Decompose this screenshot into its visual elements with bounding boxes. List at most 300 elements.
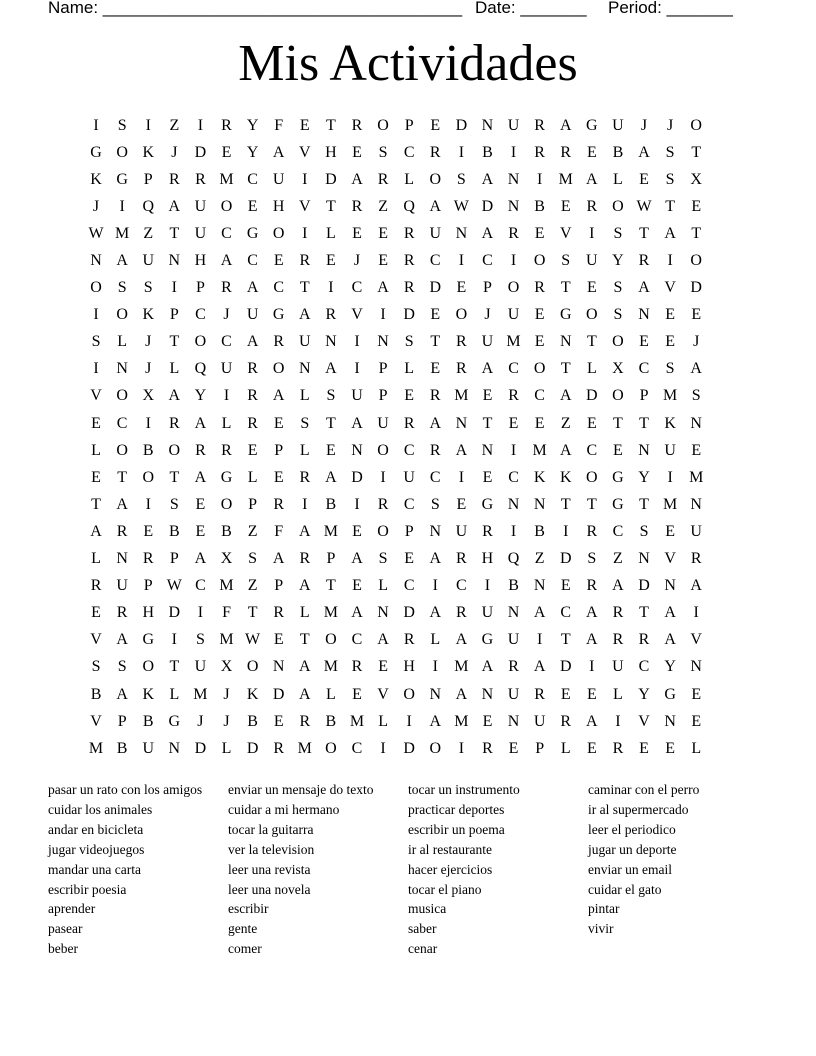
grid-letter: I: [458, 143, 465, 161]
grid-letter: U: [351, 387, 363, 405]
grid-letter: L: [404, 360, 415, 378]
grid-letter: J: [666, 116, 674, 134]
grid-letter: M: [297, 739, 312, 757]
grid-letter: B: [247, 712, 258, 730]
grid-letter: W: [88, 224, 104, 242]
grid-letter: S: [169, 495, 179, 513]
grid-letter: A: [481, 224, 494, 242]
grid-letter: V: [638, 712, 650, 730]
grid-letter: A: [455, 685, 468, 703]
grid-row: [83, 247, 709, 274]
grid-letter: T: [639, 224, 649, 242]
grid-letter: D: [481, 197, 494, 215]
grid-letter: T: [586, 333, 597, 351]
grid-letter: E: [691, 441, 702, 459]
grid-letter: E: [378, 252, 388, 270]
grid-letter: E: [586, 414, 597, 432]
grid-letter: J: [223, 712, 230, 730]
grid-row: [83, 681, 709, 708]
grid-letter: Z: [378, 197, 388, 215]
grid-letter: C: [403, 441, 415, 459]
grid-letter: E: [326, 252, 336, 270]
word-bank-item: pasar un rato con los amigos: [48, 782, 203, 797]
grid-letter: C: [403, 577, 415, 595]
grid-letter: T: [560, 631, 571, 649]
grid-letter: C: [508, 468, 519, 486]
grid-letter: N: [690, 658, 702, 676]
grid-letter: O: [116, 306, 128, 324]
grid-letter: T: [247, 604, 258, 622]
grid-letter: X: [220, 658, 233, 676]
grid-letter: G: [664, 685, 676, 703]
grid-letter: S: [117, 658, 127, 676]
grid-letter: T: [169, 224, 180, 242]
grid-letter: C: [195, 577, 206, 595]
grid-letter: O: [429, 739, 442, 757]
grid-letter: U: [220, 360, 233, 378]
grid-letter: L: [560, 739, 571, 757]
grid-letter: N: [325, 333, 337, 351]
grid-letter: R: [403, 224, 415, 242]
word-bank-item: escribir: [228, 901, 269, 917]
grid-letter: V: [664, 279, 676, 297]
grid-letter: R: [351, 197, 363, 215]
grid-letter: V: [377, 685, 389, 703]
grid-letter: P: [274, 577, 284, 595]
grid-letter: H: [272, 197, 285, 215]
grid-letter: B: [534, 522, 545, 540]
grid-letter: A: [194, 414, 207, 432]
grid-letter: C: [429, 468, 441, 486]
grid-row: [83, 356, 709, 383]
grid-letter: Z: [534, 550, 545, 568]
grid-letter: K: [533, 468, 546, 486]
grid-letter: A: [299, 306, 311, 324]
grid-letter: E: [143, 522, 154, 540]
grid-letter: O: [220, 197, 233, 215]
grid-letter: R: [142, 550, 154, 568]
grid-letter: U: [142, 252, 155, 270]
grid-letter: E: [299, 116, 310, 134]
grid-letter: M: [662, 495, 678, 513]
grid-letter: T: [299, 279, 310, 297]
grid-letter: I: [145, 414, 151, 432]
grid-letter: N: [690, 495, 702, 513]
grid-letter: S: [300, 414, 310, 432]
grid-letter: I: [223, 387, 230, 405]
grid-letter: U: [690, 522, 702, 540]
grid-letter: E: [639, 170, 649, 188]
grid-letter: R: [560, 712, 572, 730]
grid-letter: L: [169, 360, 180, 378]
grid-letter: N: [533, 577, 546, 595]
grid-letter: U: [507, 306, 520, 324]
grid-letter: R: [195, 441, 206, 459]
grid-letter: N: [429, 522, 442, 540]
grid-letter: M: [506, 333, 521, 351]
grid-letter: N: [168, 252, 181, 270]
grid-letter: Y: [246, 143, 259, 161]
grid-letter: E: [404, 387, 415, 405]
grid-letter: C: [482, 252, 493, 270]
grid-letter: L: [299, 604, 310, 622]
grid-letter: U: [272, 170, 285, 188]
grid-letter: O: [612, 333, 624, 351]
grid-letter: U: [194, 224, 207, 242]
grid-letter: N: [481, 685, 494, 703]
grid-letter: A: [429, 414, 442, 432]
grid-letter: D: [325, 170, 337, 188]
grid-letter: J: [171, 143, 178, 161]
grid-letter: Y: [638, 685, 650, 703]
grid-letter: E: [456, 495, 467, 513]
grid-letter: E: [195, 495, 206, 513]
grid-letter: L: [378, 577, 388, 595]
grid-letter: D: [403, 306, 415, 324]
grid-letter: A: [586, 631, 598, 649]
grid-letter: R: [508, 387, 519, 405]
grid-letter: R: [325, 306, 337, 324]
grid-letter: X: [220, 550, 233, 568]
grid-letter: R: [456, 604, 467, 622]
grid-letter: I: [354, 333, 360, 351]
grid-letter: R: [429, 441, 441, 459]
grid-row: [83, 437, 709, 464]
grid-letter: G: [481, 631, 494, 649]
grid-letter: A: [690, 577, 702, 595]
grid-row: [83, 464, 709, 491]
grid-row: [83, 410, 709, 437]
grid-row: [83, 600, 709, 627]
grid-letter: M: [323, 658, 338, 676]
grid-letter: J: [145, 333, 152, 351]
grid-letter: H: [194, 252, 207, 270]
grid-letter: E: [430, 360, 441, 378]
grid-letter: C: [560, 604, 572, 622]
grid-letter: E: [482, 468, 493, 486]
grid-letter: E: [613, 441, 623, 459]
grid-letter: E: [586, 685, 597, 703]
grid-letter: G: [168, 712, 181, 730]
grid-letter: Y: [638, 468, 650, 486]
grid-letter: S: [665, 143, 675, 161]
grid-row: [83, 491, 709, 518]
word-bank-item: aprender: [48, 901, 96, 917]
grid-letter: V: [299, 197, 311, 215]
grid-letter: E: [534, 306, 545, 324]
grid-letter: R: [377, 170, 389, 188]
grid-letter: J: [223, 685, 230, 703]
grid-letter: K: [246, 685, 259, 703]
grid-letter: A: [299, 658, 311, 676]
grid-letter: E: [352, 685, 362, 703]
grid-letter: R: [221, 279, 232, 297]
grid-letter: T: [326, 197, 336, 215]
grid-row: [83, 275, 709, 302]
grid-letter: A: [194, 468, 207, 486]
grid-letter: C: [221, 333, 232, 351]
grid-letter: E: [691, 306, 702, 324]
grid-letter: E: [691, 197, 702, 215]
grid-letter: T: [639, 414, 649, 432]
grid-letter: C: [638, 658, 650, 676]
grid-letter: S: [378, 550, 388, 568]
grid-letter: K: [142, 306, 155, 324]
grid-letter: J: [640, 116, 648, 134]
grid-letter: D: [351, 468, 363, 486]
grid-letter: Q: [403, 197, 415, 215]
grid-letter: U: [612, 658, 624, 676]
grid-letter: U: [507, 116, 520, 134]
grid-letter: I: [615, 712, 621, 730]
grid-letter: P: [404, 116, 414, 134]
grid-row: [83, 220, 709, 247]
grid-letter: E: [560, 685, 571, 703]
grid-letter: E: [508, 414, 519, 432]
grid-letter: G: [586, 116, 598, 134]
grid-letter: R: [377, 495, 389, 513]
grid-letter: O: [586, 468, 598, 486]
grid-letter: R: [116, 522, 128, 540]
grid-letter: U: [507, 631, 520, 649]
grid-letter: T: [560, 360, 571, 378]
grid-letter: J: [353, 252, 361, 270]
grid-letter: R: [247, 360, 258, 378]
grid-letter: I: [458, 468, 465, 486]
grid-letter: I: [458, 739, 465, 757]
grid-letter: N: [377, 333, 389, 351]
grid-letter: O: [507, 279, 520, 297]
grid-letter: M: [454, 658, 469, 676]
word-bank-item: cuidar el gato: [588, 881, 662, 897]
grid-letter: C: [586, 441, 598, 459]
grid-letter: M: [219, 577, 234, 595]
word-bank-item: enviar un mensaje do texto: [228, 782, 374, 797]
grid-letter: E: [273, 414, 284, 432]
grid-letter: E: [586, 739, 597, 757]
grid-letter: L: [326, 224, 336, 242]
grid-letter: C: [221, 224, 232, 242]
grid-letter: A: [481, 170, 494, 188]
grid-letter: N: [455, 414, 468, 432]
word-bank-item: cenar: [408, 941, 438, 957]
grid-letter: M: [323, 522, 338, 540]
grid-letter: I: [510, 441, 517, 459]
grid-letter: R: [403, 252, 415, 270]
grid-letter: R: [638, 252, 650, 270]
grid-letter: K: [142, 143, 155, 161]
grid-letter: O: [533, 360, 546, 378]
grid-letter: T: [91, 495, 101, 513]
grid-letter: O: [612, 387, 624, 405]
word-bank-item: ir al restaurante: [408, 841, 492, 857]
grid-letter: M: [662, 387, 678, 405]
grid-letter: I: [93, 306, 99, 324]
grid-letter: E: [586, 143, 597, 161]
grid-letter: P: [143, 577, 153, 595]
grid-letter: R: [612, 739, 624, 757]
word-bank-item: pintar: [588, 901, 620, 917]
grid-letter: N: [559, 333, 572, 351]
grid-letter: E: [195, 522, 206, 540]
word-bank-item: enviar un email: [588, 861, 672, 877]
grid-letter: V: [90, 387, 102, 405]
grid-letter: O: [142, 468, 155, 486]
grid-letter: R: [351, 116, 363, 134]
grid-letter: R: [299, 252, 311, 270]
grid-letter: S: [195, 631, 205, 649]
grid-letter: R: [403, 631, 415, 649]
grid-letter: R: [456, 333, 467, 351]
grid-letter: R: [273, 604, 285, 622]
grid-letter: I: [589, 658, 595, 676]
grid-letter: A: [246, 333, 259, 351]
word-bank-item: practicar deportes: [408, 801, 505, 817]
grid-letter: D: [690, 279, 702, 297]
grid-letter: R: [273, 333, 285, 351]
grid-letter: D: [272, 685, 285, 703]
grid-letter: A: [351, 550, 363, 568]
grid-letter: E: [456, 279, 467, 297]
grid-letter: O: [377, 522, 389, 540]
grid-letter: T: [691, 143, 702, 161]
grid-letter: R: [534, 685, 545, 703]
grid-letter: I: [328, 279, 334, 297]
grid-letter: B: [168, 522, 180, 540]
grid-letter: N: [507, 495, 520, 513]
grid-letter: P: [483, 279, 492, 297]
grid-letter: T: [586, 495, 597, 513]
grid-letter: B: [116, 739, 128, 757]
grid-letter: L: [91, 550, 101, 568]
grid-letter: I: [354, 360, 360, 378]
grid-letter: W: [245, 631, 261, 649]
grid-letter: I: [380, 739, 386, 757]
grid-letter: E: [665, 739, 675, 757]
grid-letter: R: [638, 631, 650, 649]
word-bank-item: comer: [228, 941, 262, 957]
grid-letter: I: [302, 224, 308, 242]
grid-letter: S: [91, 333, 101, 351]
grid-row: [83, 112, 709, 139]
grid-letter: I: [119, 197, 125, 215]
word-bank-column: [48, 780, 228, 959]
grid-letter: A: [246, 279, 259, 297]
grid-letter: H: [142, 604, 155, 622]
grid-letter: E: [352, 522, 362, 540]
grid-letter: E: [430, 116, 441, 134]
grid-letter: N: [90, 252, 102, 270]
grid-letter: D: [559, 550, 572, 568]
grid-letter: I: [171, 279, 177, 297]
word-bank-item: cuidar los animales: [48, 801, 153, 817]
grid-letter: I: [510, 522, 517, 540]
grid-letter: E: [691, 712, 702, 730]
grid-letter: C: [351, 279, 363, 297]
grid-letter: A: [90, 522, 102, 540]
grid-letter: D: [403, 739, 415, 757]
grid-letter: A: [455, 631, 468, 649]
grid-row: [83, 654, 709, 681]
grid-letter: L: [430, 631, 441, 649]
grid-letter: R: [586, 522, 598, 540]
grid-letter: O: [272, 360, 285, 378]
grid-letter: N: [664, 712, 676, 730]
grid-letter: E: [482, 712, 493, 730]
grid-letter: P: [378, 387, 388, 405]
grid-row: [83, 302, 709, 329]
grid-letter: N: [116, 360, 128, 378]
grid-letter: O: [690, 252, 702, 270]
grid-letter: O: [612, 197, 624, 215]
grid-letter: A: [351, 170, 363, 188]
grid-letter: T: [639, 604, 649, 622]
grid-letter: E: [352, 224, 362, 242]
grid-letter: C: [273, 279, 285, 297]
grid-letter: B: [221, 522, 232, 540]
grid-letter: U: [481, 333, 494, 351]
grid-letter: U: [455, 522, 468, 540]
grid-letter: T: [326, 116, 336, 134]
grid-letter: Y: [194, 387, 207, 405]
grid-letter: C: [429, 252, 441, 270]
grid-letter: S: [456, 170, 466, 188]
grid-letter: R: [247, 387, 258, 405]
grid-row: [83, 518, 709, 545]
grid-letter: D: [455, 116, 468, 134]
grid-letter: I: [380, 468, 386, 486]
grid-letter: P: [404, 522, 414, 540]
grid-letter: I: [667, 252, 673, 270]
grid-letter: A: [194, 550, 207, 568]
grid-letter: D: [559, 658, 572, 676]
grid-letter: R: [586, 577, 598, 595]
grid-letter: H: [325, 143, 337, 161]
grid-letter: O: [377, 116, 389, 134]
word-bank-item: andar en bicicleta: [48, 821, 144, 837]
grid-letter: P: [274, 441, 284, 459]
grid-letter: U: [586, 252, 598, 270]
grid-letter: S: [248, 550, 258, 568]
grid-letter: L: [691, 739, 702, 757]
grid-letter: I: [667, 468, 673, 486]
grid-letter: R: [534, 116, 545, 134]
grid-letter: Y: [612, 252, 624, 270]
grid-letter: A: [325, 360, 337, 378]
grid-row: [83, 627, 709, 654]
grid-letter: E: [273, 712, 284, 730]
grid-row: [83, 735, 709, 762]
grid-letter: I: [171, 631, 177, 649]
grid-letter: R: [429, 387, 441, 405]
word-bank-item: hacer ejercicios: [408, 861, 493, 877]
grid-letter: E: [586, 279, 597, 297]
grid-letter: U: [246, 306, 259, 324]
grid-letter: A: [116, 685, 128, 703]
name-field: Name: ______________________________________: [48, 0, 463, 17]
grid-letter: C: [456, 577, 467, 595]
grid-letter: D: [429, 279, 442, 297]
grid-letter: S: [639, 522, 649, 540]
grid-letter: O: [455, 306, 468, 324]
word-bank-item: leer una novela: [228, 881, 311, 897]
word-bank-item: musica: [408, 901, 447, 917]
grid-letter: E: [430, 306, 441, 324]
grid-letter: T: [169, 333, 180, 351]
grid-letter: B: [325, 712, 337, 730]
grid-letter: T: [326, 414, 336, 432]
grid-letter: L: [613, 685, 623, 703]
